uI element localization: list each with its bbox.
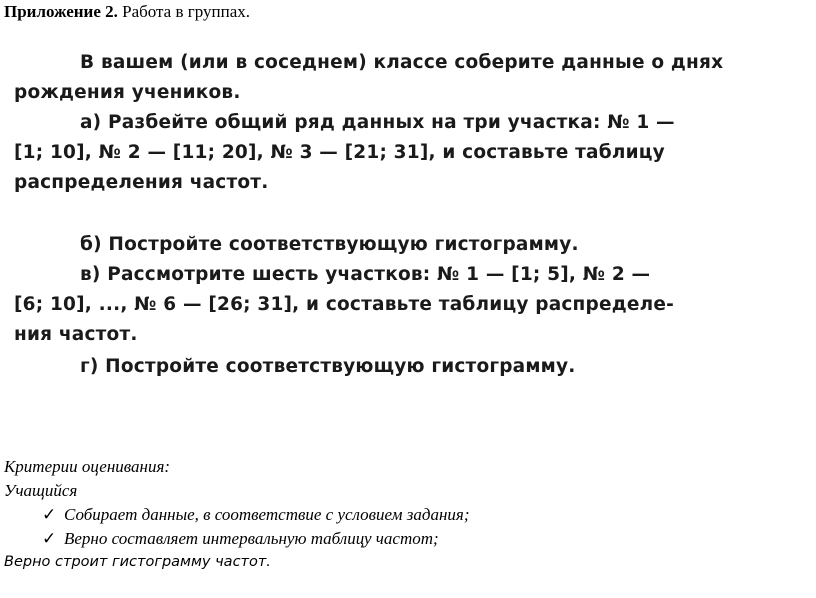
task-line-9: ния частот. bbox=[14, 324, 138, 345]
task-line-3: а) Разбейте общий ряд данных на три участка: № 1 — bbox=[80, 112, 675, 133]
appendix-heading bbox=[4, 2, 250, 22]
task-line-1: В вашем (или в соседнем) классе соберите данные о днях bbox=[80, 52, 724, 73]
task-line-2: рождения учеников. bbox=[14, 82, 241, 103]
task-line-4: [1; 10], № 2 — [11; 20], № 3 — [21; 31], и составьте таблицу bbox=[14, 142, 665, 163]
criteria-item bbox=[4, 503, 470, 527]
criteria-subject: Учащийся bbox=[4, 481, 78, 500]
task-line-7: в) Рассмотрите шесть участков: № 1 — [1; 5], № 2 — bbox=[80, 264, 651, 285]
criteria-title: Критерии оценивания: bbox=[4, 457, 171, 476]
appendix-heading-text: Работа в группах. bbox=[117, 2, 250, 21]
task-line-5: распределения частот. bbox=[14, 172, 269, 193]
appendix-heading-bold: Приложение 2. bbox=[4, 2, 118, 21]
criteria-item-text: Собирает данные, в соответствие с условием задания; bbox=[64, 505, 470, 524]
criteria-item-text: Верно составляет интервальную таблицу частот; bbox=[64, 529, 439, 548]
check-icon: ✓ bbox=[42, 505, 57, 525]
check-icon: ✓ bbox=[42, 529, 57, 549]
criteria-last-item: Верно строит гистограмму частот. bbox=[4, 554, 271, 570]
task-line-6: б) Постройте соответствующую гистограмму. bbox=[80, 234, 579, 255]
task-line-8: [6; 10], ..., № 6 — [26; 31], и составьте таблицу распределе- bbox=[14, 294, 674, 315]
criteria-block bbox=[4, 455, 470, 551]
criteria-item bbox=[4, 527, 470, 551]
task-line-10: г) Постройте соответствующую гистограмму. bbox=[80, 356, 576, 377]
